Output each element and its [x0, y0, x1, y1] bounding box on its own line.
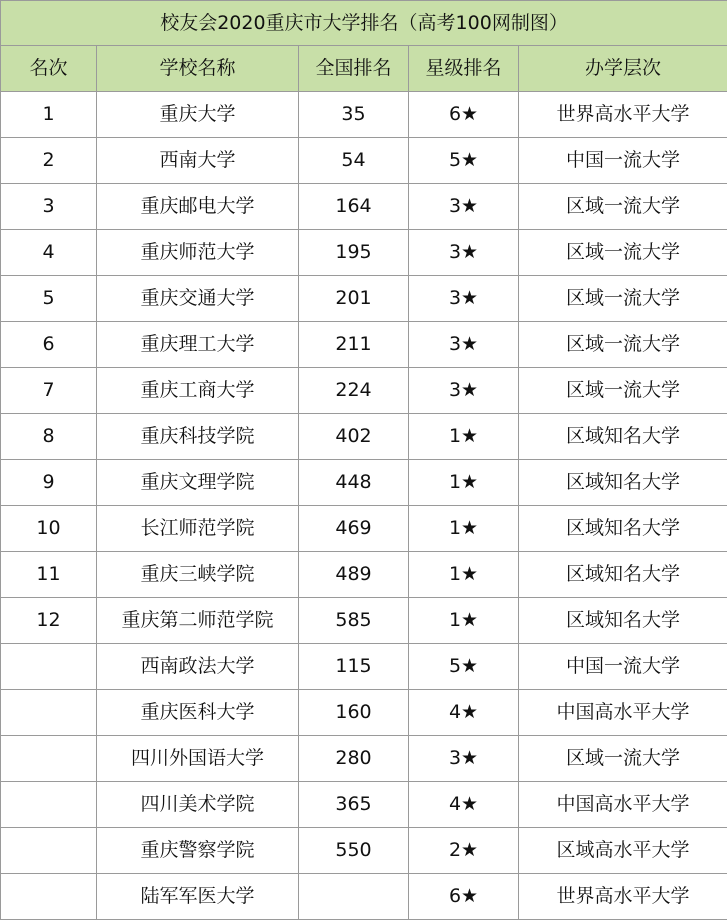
- cell-school-name: 重庆大学: [97, 92, 299, 138]
- cell-school-level: 区域知名大学: [519, 460, 727, 506]
- table-row: [1, 828, 727, 874]
- cell-star-rank: 6★: [409, 874, 519, 920]
- cell-school-level: 区域一流大学: [519, 322, 727, 368]
- cell-school-level: 区域一流大学: [519, 368, 727, 414]
- cell-rank: [1, 874, 97, 920]
- table-row: [1, 276, 727, 322]
- cell-school-level: 区域高水平大学: [519, 828, 727, 874]
- table-row: [1, 92, 727, 138]
- cell-rank: 6: [1, 322, 97, 368]
- cell-school-level: 区域一流大学: [519, 736, 727, 782]
- cell-star-rank: 3★: [409, 368, 519, 414]
- cell-star-rank: 1★: [409, 552, 519, 598]
- cell-national-rank: 195: [299, 230, 409, 276]
- cell-national-rank: 160: [299, 690, 409, 736]
- cell-national-rank: 550: [299, 828, 409, 874]
- cell-school-level: 中国高水平大学: [519, 782, 727, 828]
- cell-school-level: 区域知名大学: [519, 552, 727, 598]
- cell-star-rank: 3★: [409, 230, 519, 276]
- cell-national-rank: 211: [299, 322, 409, 368]
- table-body: [1, 92, 727, 920]
- header-national-rank: 全国排名: [299, 46, 409, 92]
- table-row: [1, 460, 727, 506]
- cell-national-rank: [299, 874, 409, 920]
- cell-rank: 4: [1, 230, 97, 276]
- cell-school-name: 重庆理工大学: [97, 322, 299, 368]
- table-row: [1, 552, 727, 598]
- cell-rank: [1, 736, 97, 782]
- table-row: [1, 414, 727, 460]
- cell-school-name: 重庆警察学院: [97, 828, 299, 874]
- cell-school-name: 西南政法大学: [97, 644, 299, 690]
- cell-star-rank: 1★: [409, 506, 519, 552]
- cell-rank: 8: [1, 414, 97, 460]
- cell-rank: 10: [1, 506, 97, 552]
- table-row: [1, 782, 727, 828]
- table-row: [1, 184, 727, 230]
- header-star-rank: 星级排名: [409, 46, 519, 92]
- cell-rank: 2: [1, 138, 97, 184]
- cell-school-name: 重庆交通大学: [97, 276, 299, 322]
- cell-school-level: 区域知名大学: [519, 414, 727, 460]
- cell-school-name: 重庆邮电大学: [97, 184, 299, 230]
- table-title-row: [1, 1, 727, 46]
- cell-rank: [1, 644, 97, 690]
- cell-school-level: 区域一流大学: [519, 276, 727, 322]
- cell-school-name: 长江师范学院: [97, 506, 299, 552]
- header-rank: 名次: [1, 46, 97, 92]
- header-school-name: 学校名称: [97, 46, 299, 92]
- cell-star-rank: 3★: [409, 322, 519, 368]
- cell-rank: 7: [1, 368, 97, 414]
- cell-star-rank: 3★: [409, 736, 519, 782]
- cell-national-rank: 54: [299, 138, 409, 184]
- cell-rank: 11: [1, 552, 97, 598]
- cell-star-rank: 1★: [409, 598, 519, 644]
- cell-school-level: 世界高水平大学: [519, 874, 727, 920]
- cell-rank: 12: [1, 598, 97, 644]
- table-title: 校友会2020重庆市大学排名（高考100网制图）: [1, 1, 727, 46]
- table-row: [1, 230, 727, 276]
- header-school-level: 办学层次: [519, 46, 727, 92]
- table-row: [1, 690, 727, 736]
- cell-school-name: 四川外国语大学: [97, 736, 299, 782]
- cell-school-name: 重庆医科大学: [97, 690, 299, 736]
- cell-rank: 5: [1, 276, 97, 322]
- cell-school-name: 陆军军医大学: [97, 874, 299, 920]
- cell-star-rank: 1★: [409, 460, 519, 506]
- cell-school-name: 重庆文理学院: [97, 460, 299, 506]
- table-row: [1, 506, 727, 552]
- cell-star-rank: 5★: [409, 138, 519, 184]
- cell-star-rank: 4★: [409, 782, 519, 828]
- cell-national-rank: 585: [299, 598, 409, 644]
- cell-star-rank: 4★: [409, 690, 519, 736]
- cell-national-rank: 365: [299, 782, 409, 828]
- cell-rank: 9: [1, 460, 97, 506]
- cell-school-name: 重庆科技学院: [97, 414, 299, 460]
- cell-national-rank: 201: [299, 276, 409, 322]
- cell-national-rank: 35: [299, 92, 409, 138]
- cell-star-rank: 1★: [409, 414, 519, 460]
- cell-school-level: 区域一流大学: [519, 184, 727, 230]
- cell-rank: 3: [1, 184, 97, 230]
- cell-star-rank: 6★: [409, 92, 519, 138]
- cell-star-rank: 5★: [409, 644, 519, 690]
- cell-national-rank: 469: [299, 506, 409, 552]
- table-row: [1, 644, 727, 690]
- cell-school-level: 中国高水平大学: [519, 690, 727, 736]
- table-row: [1, 736, 727, 782]
- cell-national-rank: 489: [299, 552, 409, 598]
- cell-school-name: 重庆第二师范学院: [97, 598, 299, 644]
- table-header-row: [1, 46, 727, 92]
- cell-national-rank: 224: [299, 368, 409, 414]
- table-row: [1, 322, 727, 368]
- cell-school-level: 区域知名大学: [519, 598, 727, 644]
- cell-rank: [1, 782, 97, 828]
- cell-rank: 1: [1, 92, 97, 138]
- cell-school-name: 重庆工商大学: [97, 368, 299, 414]
- cell-school-name: 重庆师范大学: [97, 230, 299, 276]
- cell-star-rank: 3★: [409, 276, 519, 322]
- cell-school-level: 区域知名大学: [519, 506, 727, 552]
- cell-school-level: 中国一流大学: [519, 644, 727, 690]
- cell-rank: [1, 690, 97, 736]
- cell-rank: [1, 828, 97, 874]
- cell-school-level: 世界高水平大学: [519, 92, 727, 138]
- cell-school-name: 重庆三峡学院: [97, 552, 299, 598]
- table-row: [1, 368, 727, 414]
- table-row: [1, 138, 727, 184]
- table-row: [1, 874, 727, 920]
- cell-star-rank: 2★: [409, 828, 519, 874]
- cell-national-rank: 115: [299, 644, 409, 690]
- cell-national-rank: 164: [299, 184, 409, 230]
- cell-school-level: 中国一流大学: [519, 138, 727, 184]
- cell-national-rank: 402: [299, 414, 409, 460]
- cell-star-rank: 3★: [409, 184, 519, 230]
- table-row: [1, 598, 727, 644]
- cell-school-name: 西南大学: [97, 138, 299, 184]
- cell-school-level: 区域一流大学: [519, 230, 727, 276]
- cell-school-name: 四川美术学院: [97, 782, 299, 828]
- cell-national-rank: 448: [299, 460, 409, 506]
- cell-national-rank: 280: [299, 736, 409, 782]
